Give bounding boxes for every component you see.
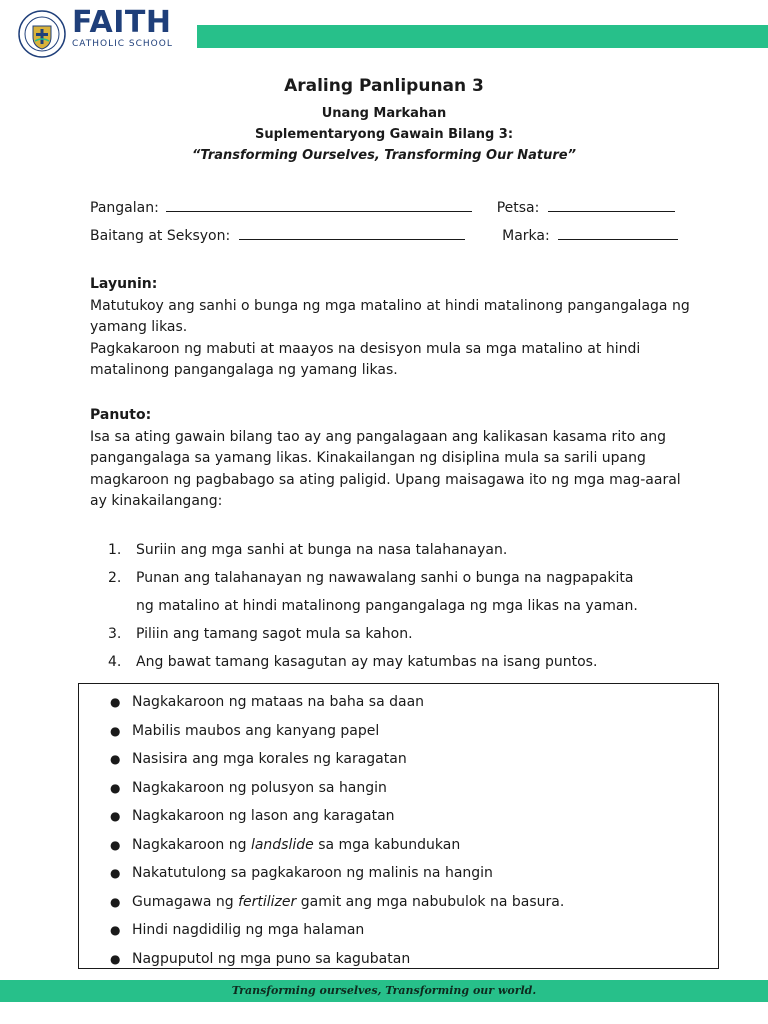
- name-label: Pangalan:: [90, 200, 159, 216]
- school-name: FAITH: [72, 5, 172, 40]
- date-field[interactable]: [548, 197, 675, 212]
- subject-title: Araling Panlipunan 3: [284, 76, 484, 96]
- form-row-grade: [90, 225, 678, 246]
- instructions-section: [90, 405, 690, 513]
- objective-paragraph: Pagkakaroon ng mabuti at maayos na desisyon mula sa mga matalino at hindi matalinong pangangalaga ng yamang likas.: [90, 340, 641, 378]
- score-label: Marka:: [502, 228, 550, 244]
- bullet-icon: ●: [110, 695, 121, 709]
- step-item: [108, 620, 708, 648]
- choice-item: ● Hindi nagdidilig ng mga halaman: [79, 916, 718, 945]
- worksheet-title-block: [0, 74, 768, 166]
- step-number: 4.: [108, 654, 122, 670]
- grade-section-label: Baitang at Seksyon:: [90, 228, 231, 244]
- bullet-icon: ●: [110, 809, 121, 823]
- step-text: Ang bawat tamang kasagutan ay may katumbas na isang puntos.: [136, 654, 598, 670]
- step-number: 3.: [108, 626, 122, 642]
- choice-item: ● Nagpuputol ng mga puno sa kagubatan: [79, 945, 718, 974]
- step-item: [108, 564, 708, 592]
- school-header: [0, 0, 768, 62]
- bullet-icon: ●: [110, 780, 121, 795]
- bullet-icon: ●: [110, 752, 121, 766]
- objectives-section: [90, 274, 690, 382]
- name-field[interactable]: [166, 197, 472, 212]
- step-item: [108, 648, 708, 676]
- school-brand: [72, 5, 173, 49]
- bullet-icon: ●: [110, 923, 121, 937]
- choice-item: ● Nagkakaroon ng landslide sa mga kabundukan: [79, 831, 718, 860]
- bullet-icon: ●: [110, 894, 121, 909]
- step-number: 1.: [108, 542, 122, 558]
- score-field[interactable]: [558, 225, 678, 240]
- bullet-icon: ●: [110, 866, 121, 880]
- answer-choices-box: [78, 683, 719, 969]
- footer-tagline-bar: Transforming ourselves, Transforming our world.: [0, 980, 768, 1002]
- grade-section-field[interactable]: [239, 225, 465, 240]
- choice-item: ● Nagkakaroon ng lason ang karagatan: [79, 802, 718, 831]
- step-text: Piliin ang tamang sagot mula sa kahon.: [136, 626, 413, 642]
- school-subtitle: CATHOLIC SCHOOL: [72, 39, 173, 49]
- instructions-paragraph: Isa sa ating gawain bilang tao ay ang pangalagaan ang kalikasan kasama rito ang pangangalaga sa yamang likas. Kinakailangan ng disiplina mula sa sarili upang magkaroon ng pagbabago sa ating paligid. Upang maisagawa ito ng mga mag-aaral ay kinakailangang:: [90, 428, 681, 509]
- instructions-heading: Panuto:: [90, 407, 152, 423]
- choice-item: ● Mabilis maubos ang kanyang papel: [79, 717, 718, 746]
- choice-item: ● Nagkakaroon ng polusyon sa hangin: [79, 774, 718, 803]
- choice-item: ● Gumagawa ng fertilizer gamit ang mga nabubulok na basura.: [79, 888, 718, 917]
- header-accent-bar: [197, 25, 768, 48]
- date-label: Petsa:: [496, 200, 540, 216]
- choice-item: ● Nakatutulong sa pagkakaroon ng malinis na hangin: [79, 859, 718, 888]
- answer-choices-list: [79, 684, 718, 973]
- activity-title: Suplementaryong Gawain Bilang 3:: [254, 127, 514, 142]
- choice-item: ● Nasisira ang mga korales ng karagatan: [79, 745, 718, 774]
- objective-paragraph: Matutukoy ang sanhi o bunga ng mga matalino at hindi matalinong pangangalaga ng yamang likas.: [90, 297, 690, 335]
- step-item-continuation: ng matalino at hindi matalinong pangangalaga ng mga likas na yaman.: [136, 598, 638, 614]
- bullet-icon: ●: [110, 951, 121, 966]
- school-seal-icon: [18, 10, 66, 58]
- instruction-steps: [108, 536, 708, 676]
- bullet-icon: ●: [110, 837, 121, 852]
- step-text: Punan ang talahanayan ng nawawalang sanhi o bunga na nagpapakita: [136, 570, 634, 586]
- step-text: Suriin ang mga sanhi at bunga na nasa talahanayan.: [136, 542, 508, 558]
- quarter-title: Unang Markahan: [321, 106, 447, 121]
- step-number: 2.: [108, 570, 122, 586]
- theme-title: “Transforming Ourselves, Transforming Our Nature”: [192, 148, 576, 163]
- form-row-name: [90, 197, 675, 218]
- choice-item: ● Nagkakaroon ng mataas na baha sa daan: [79, 688, 718, 717]
- bullet-icon: ●: [110, 723, 121, 738]
- step-item: [108, 536, 708, 564]
- objectives-heading: Layunin:: [90, 276, 158, 292]
